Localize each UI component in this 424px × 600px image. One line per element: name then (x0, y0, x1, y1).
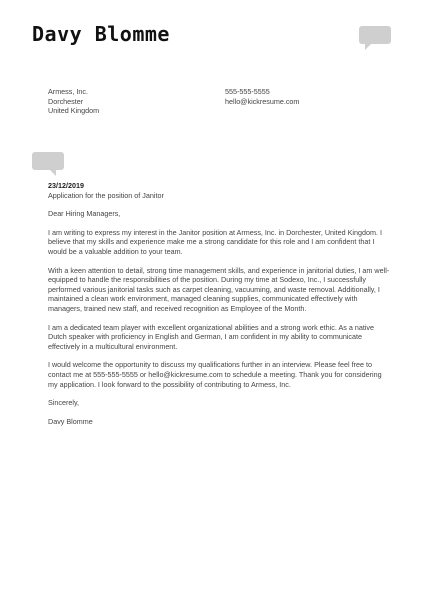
contact-info (225, 87, 299, 106)
speech-bubble-icon (359, 26, 391, 44)
letter-paragraph: I am writing to express my interest in the Janitor position at Armess, Inc. in Dorchester, United Kingdom. I believe that my skills and experience make me a strong candidate for this role and I am confident that I would be a valuable addition to your team. (48, 227, 382, 256)
letter-body (48, 181, 393, 435)
phone-number: 555-555-5555 (225, 87, 270, 96)
letter-subject: Application for the position of Janitor (48, 190, 164, 200)
letter-paragraph: I would welcome the opportunity to discuss my qualifications further in an interview. Please feel free to contact me at 555-555-5555 or hello@kickresume.com to schedule a meeting. Thank you for considering my application. I look forward to the possibility of contributing to Armess, Inc. (48, 360, 382, 389)
city: Dorchester (48, 96, 84, 106)
letter-closing: Sincerely, (48, 398, 80, 408)
letter-greeting: Dear Hiring Managers, (48, 209, 121, 219)
letter-date: 23/12/2019 (48, 181, 84, 190)
applicant-name: Davy Blomme (32, 22, 170, 46)
letter-paragraph: I am a dedicated team player with excellent organizational abilities and a strong work ethic. As a native Dutch speaker with proficiency in English and German, I am confident in my ability to communicate effectively in a multicultural environment. (48, 322, 375, 351)
email-address: hello@kickresume.com (225, 96, 300, 106)
recipient-address (48, 87, 99, 116)
speech-bubble-icon (32, 152, 64, 170)
company-name: Armess, Inc. (48, 87, 88, 96)
letter-paragraph: With a keen attention to detail, strong time management skills, and experience in janitorial duties, I am well-equipped to handle the responsibilities of the position. During my time at Sodexo, Inc., I successfully performed various janitorial tasks such as carpet cleaning, vacuuming, and waste removal. Additionally, I maintained a clean work environment, managed cleaning supplies, communicated effectively with managers, trained new staff, and received recognition as Employee of the Month. (48, 265, 390, 313)
letter-signature: Davy Blomme (48, 416, 93, 426)
country: United Kingdom (48, 106, 100, 116)
